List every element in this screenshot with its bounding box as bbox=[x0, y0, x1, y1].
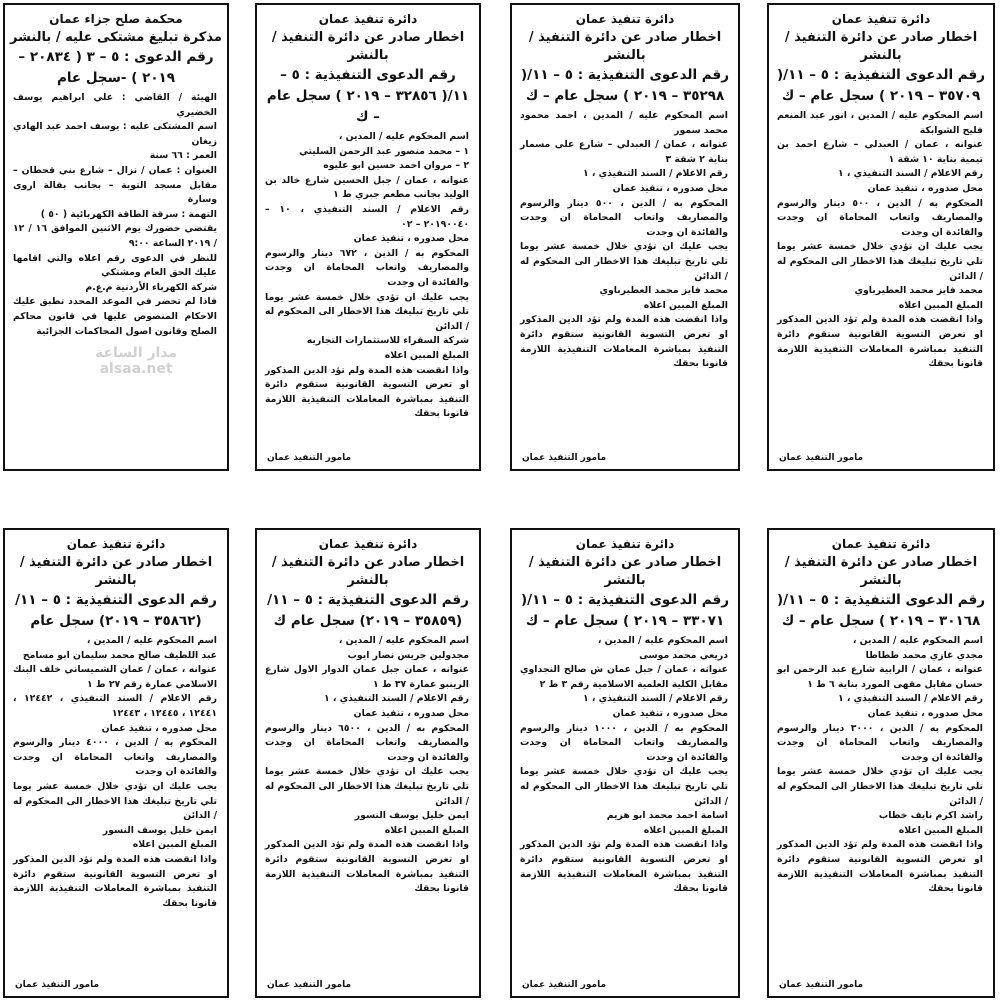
notice-line: محل صدوره ، تنفيذ عمان bbox=[867, 707, 983, 719]
notice-signature: مامور التنفيذ عمان bbox=[522, 980, 607, 990]
watermark-line2: alsaa.net bbox=[99, 361, 173, 377]
notice-body bbox=[769, 107, 993, 372]
notice-header: دائرة تنفيذ عمان bbox=[575, 12, 675, 26]
notice-signature: مامور التنفيذ عمان bbox=[779, 980, 864, 990]
notice-line: اسامة احمد محمد ابو هزيم bbox=[606, 810, 728, 822]
notice-header: دائرة تنفيذ عمان bbox=[831, 537, 931, 551]
notice-title: اخطار صادر عن دائرة التنفيذ / بالنشر bbox=[19, 555, 213, 588]
notice-line: محل صدوره ، تنفيذ عمان bbox=[867, 182, 983, 194]
notice-line: المبلغ المبين اعلاه bbox=[384, 349, 469, 361]
notice-line: يجب عليك ان تؤدي خلال خمسة عشر يوما تلي تاريخ تبليغك هذا الاخطار الى المحكوم له / الدائن bbox=[777, 766, 983, 807]
notice-line: شركة الكهرباء الأردنية م.ع.م bbox=[85, 281, 217, 293]
notice-signature: مامور التنفيذ عمان bbox=[522, 453, 607, 463]
notice-line: عنوانه ، عمان / العبدلي – شارع علي مسمار بناية ٢ شقة ٣ bbox=[520, 139, 728, 165]
notice-title: اخطار صادر عن دائرة التنفيذ / بالنشر bbox=[271, 555, 465, 588]
notice-line: اسم المحكوم عليه / المدين ، bbox=[597, 635, 728, 646]
notice-case-number: رقم الدعوى التنفيذية : ٥ – ١١/( ٣٣٠٧١ – ٢٠١٩ ) سجل عام – ك bbox=[521, 592, 729, 629]
notice-line: عبد اللطيف صالح محمد سليمان ابو مسامح bbox=[22, 649, 217, 661]
notice-header: دائرة تنفيذ عمان bbox=[575, 537, 675, 551]
notice-line: محل صدوره ، تنفيذ عمان bbox=[353, 233, 469, 245]
notice-line: محل صدوره ، تنفيذ عمان bbox=[101, 722, 217, 734]
notice-line: يجب عليك ان تؤدي خلال خمسة عشر يوما تلي تاريخ تبليغك هذا الاخطار الى المحكوم له / الدائن bbox=[265, 766, 469, 807]
notice-6 bbox=[255, 528, 481, 998]
notice-body bbox=[257, 128, 479, 422]
notice-line: اسم المحكوم عليه / المدين ، bbox=[852, 635, 983, 646]
notice-line: محل صدوره ، تنفيذ عمان bbox=[612, 707, 728, 719]
notice-line: محمد فايز محمد العطيرباوي bbox=[854, 285, 983, 297]
notice-line: العنوان : عمان / نزال – شارع بني قحطان – مقابل مسجد التوبة – بجانب بقالة اروى وسارة bbox=[13, 164, 217, 206]
notice-line: عنوانه ، عمان / الرابية شارع عبد الرحمن ابو حسان مقابل مقهى المورد بناية ٦ ط ١ bbox=[777, 664, 983, 690]
notice-5 bbox=[3, 528, 229, 998]
notice-case-number: رقم الدعوى التنفيذية : ٥ – ١١/ (٣٥٨٥٩ – ٢٠١٩) سجل عام ك bbox=[267, 592, 469, 629]
notice-body bbox=[512, 632, 738, 897]
notice-header: دائرة تنفيذ عمان bbox=[831, 12, 931, 26]
notice-line: واذا انقضت هذه المدة ولم تؤد الدين المذكور او تعرض التسوية القانونية ستقوم دائرة التنفيذ بمباشرة المعاملات التنفيذية اللازمة قانونا بحقك bbox=[777, 839, 983, 895]
notice-line: مجدي غازي محمد ططاطا bbox=[865, 649, 983, 661]
notice-line: عنوانه ، عمان / جبل عمان ش صالح النجداوي مقابل الكلية العلمية الاسلامية رقم ٣ ط ٢ bbox=[520, 664, 728, 690]
notice-8 bbox=[767, 528, 995, 998]
notice-line: المبلغ المبين اعلاه bbox=[898, 299, 983, 311]
notice-body bbox=[512, 107, 738, 372]
notice-line: مجدولين جريس نصار ايوب bbox=[347, 649, 469, 661]
notice-line: عنوانه ، عمان / العبدلي – شارع احمد بن تيمية بناية ١٠ شقة ١ bbox=[777, 139, 983, 165]
notice-title: اخطار صادر عن دائرة التنفيذ / بالنشر bbox=[784, 555, 978, 588]
notice-signature: مامور التنفيذ عمان bbox=[267, 980, 352, 990]
notice-line: المبلغ المبين اعلاه bbox=[643, 824, 728, 836]
notice-line: يجب عليك ان تؤدي خلال خمسة عشر يوما تلي تاريخ تبليغك هذا الاخطار الى المحكوم له / الدائن bbox=[13, 780, 217, 822]
notice-line: عنوانه ، عمان جبل عمان الدوار الاول شارع الرينبو عمارة ٣٧ ط ١ bbox=[265, 664, 469, 690]
notice-line: واذا انقضت هذه المدة ولم تؤد الدين المذكور او تعرض التسوية القانونية ستقوم دائرة التنفيذ بمباشرة المعاملات التنفيذية اللازمة قانونا بحقك bbox=[520, 839, 728, 895]
notice-body bbox=[5, 632, 227, 911]
notice-line: واذا انقضت هذه المدة ولم تؤد الدين المذكور او تعرض التسوية القانونية ستقوم دائرة التنفيذ بمباشرة المعاملات التنفيذية اللازمة قانونا بحقك bbox=[520, 314, 728, 370]
notice-header: دائرة تنفيذ عمان bbox=[318, 12, 418, 26]
notice-case-number: رقم الدعوى التنفيذية : ٥ – ١١/( ٣٢٨٥٦ – ٢٠١٩ ) سجل عام – ك bbox=[266, 67, 470, 125]
notice-line: رقم الاعلام / السند التنفيذي ، ١ bbox=[837, 693, 983, 705]
notice-header: محكمة صلح جزاء عمان bbox=[49, 12, 183, 26]
notice-line: يقتضي حضورك يوم الاثنين الموافق ١٦ / ١٢ / ٢٠١٩ الساعة ٩:٠٠ bbox=[13, 223, 217, 249]
notice-line: المبلغ المبين اعلاه bbox=[643, 299, 728, 311]
notice-line: يجب عليك ان تؤدي خلال خمسة عشر يوما تلي تاريخ تبليغك هذا الاخطار الى المحكوم له / الدائن bbox=[265, 291, 469, 332]
notice-line: يجب عليك ان تؤدي خلال خمسة عشر يوما تلي تاريخ تبليغك هذا الاخطار الى المحكوم له / الدائن bbox=[520, 241, 728, 282]
notice-title: مذكرة تبليغ مشتكى عليه / بالنشر bbox=[10, 30, 222, 45]
notice-line: عنوانه ، عمان / عمان الشميساني خلف البنك الاسلامي عمارة رقم ٢٧ ط ١ bbox=[13, 664, 217, 690]
notice-case-number: رقم الدعوى التنفيذية : ٥ – ١١/( ٣٠١٦٨ – ٢٠١٩ ) سجل عام – ك bbox=[777, 592, 985, 629]
notice-line: المحكوم به / الدين ، ٣٠٠٠ دينار والرسوم والمصاريف واتعاب المحاماة ان وجدت والفائدة ان وجدت bbox=[777, 722, 983, 763]
notice-case-number: رقم الدعوى : ٥ – ٣ ( ٢٠٨٣٤ – ٢٠١٩ ) -سجل عام bbox=[18, 49, 214, 86]
notice-line: محل صدوره ، تنفيذ عمان bbox=[353, 707, 469, 719]
notice-line: اسم المحكوم عليه / المدين ، bbox=[338, 131, 469, 142]
notice-line: راشد اكرم نايف خطاب bbox=[878, 810, 983, 822]
notice-signature: مامور التنفيذ عمان bbox=[267, 453, 352, 463]
notice-title: اخطار صادر عن دائرة التنفيذ / بالنشر bbox=[528, 555, 722, 588]
notice-signature: مامور التنفيذ عمان bbox=[15, 980, 100, 990]
notice-line: ١ – محمد منصور عبد الرحمن السليتي bbox=[299, 145, 469, 157]
notice-line: اسم المحكوم عليه / المدين ، bbox=[86, 635, 217, 646]
notice-line: المحكوم به / الدين ، ٦٧٢ دينار والرسوم والمصاريف واتعاب المحاماة ان وجدت والفائدة ان وجدت bbox=[265, 247, 469, 288]
notice-line: العمر : ٦٦ سنة bbox=[149, 150, 217, 162]
notice-2 bbox=[255, 3, 481, 471]
notice-line: المحكوم به / الدين ، ٥٠٠ دينار والرسوم والمصاريف واتعاب المحاماة ان وجدت والفائدة ان وجدت bbox=[520, 197, 728, 238]
notice-line: المحكوم به / الدين ، ٥٠٠ دينار والرسوم والمصاريف واتعاب المحاماة ان وجدت والفائدة ان وجدت bbox=[777, 197, 983, 238]
notice-line: واذا انقضت هذه المدة ولم تؤد الدين المذكور او تعرض التسوية القانونية ستقوم دائرة التنفيذ بمباشرة المعاملات التنفيذية اللازمة قانونا بحقك bbox=[13, 853, 217, 909]
notice-line: شركة السفراء للاستثمارات التجاريه bbox=[306, 335, 469, 347]
notice-line: الهيئة / القاضي : علي ابراهيم يوسف الخضيري bbox=[13, 92, 217, 118]
notice-line: رقم الاعلام / السند التنفيذي ، ١ bbox=[582, 693, 728, 705]
notice-line: رقم الاعلام / السند التنفيذي ، ١ bbox=[837, 168, 983, 180]
notice-line: رقم الاعلام / السند التنفيذي ، ١٠ – ٢٠١٩٠٠٤٠ – ٠٢ bbox=[265, 203, 469, 230]
notice-4 bbox=[767, 3, 995, 471]
notice-line: للنظر في الدعوى رقم اعلاه والتي اقامها عليك الحق العام ومشتكي bbox=[13, 252, 217, 279]
notice-body bbox=[257, 632, 479, 897]
notice-line: التهمة : سرقة الطاقة الكهربائية ( ٥٠ ) bbox=[40, 208, 217, 220]
notice-title: اخطار صادر عن دائرة التنفيذ / بالنشر bbox=[271, 30, 465, 63]
notice-line: المبلغ المبين اعلاه bbox=[132, 839, 217, 851]
notice-line: المحكوم به / الدين ، ١٠٠٠ دينار والرسوم والمصاريف واتعاب المحاماة ان وجدت والفائدة ان وجدت bbox=[520, 722, 728, 763]
notice-line: فاذا لم تحضر في الموعد المحدد تطبق عليك الاحكام المنصوص عليها في قانون محاكم الصلح وقانون اصول المحاكمات الجزائية bbox=[13, 296, 217, 337]
notice-line: واذا انقضت هذه المدة ولم تؤد الدين المذكور او تعرض التسوية القانونية ستقوم دائرة التنفيذ بمباشرة المعاملات التنفيذية اللازمة قانونا بحقك bbox=[777, 314, 983, 370]
notice-case-number: رقم الدعوى التنفيذية : ٥ – ١١/( ٣٥٢٩٨ – ٢٠١٩ ) سجل عام – ك bbox=[521, 67, 729, 104]
notice-case-number: رقم الدعوى التنفيذية : ٥ – ١١/( ٣٥٧٠٩ – ٢٠١٩ ) سجل عام – ك bbox=[777, 67, 985, 104]
notice-line: يجب عليك ان تؤدي خلال خمسة عشر يوما تلي تاريخ تبليغك هذا الاخطار الى المحكوم له / الدائن bbox=[777, 241, 983, 282]
notice-title: اخطار صادر عن دائرة التنفيذ / بالنشر bbox=[784, 30, 978, 63]
notice-line: المبلغ المبين اعلاه bbox=[898, 824, 983, 836]
notice-7 bbox=[510, 528, 740, 998]
notice-header: دائرة تنفيذ عمان bbox=[318, 537, 418, 551]
notice-line: اسم المشتكى عليه : يوسف احمد عبد الهادي زيغان bbox=[13, 121, 217, 147]
notice-header: دائرة تنفيذ عمان bbox=[66, 537, 166, 551]
notice-line: ايمن خليل يوسف النسور bbox=[102, 824, 217, 836]
notice-case-number: رقم الدعوى التنفيذية : ٥ – ١١/ (٣٥٨٦٢ – ٢٠١٩) سجل عام bbox=[15, 592, 217, 629]
notice-line: المبلغ المبين اعلاه bbox=[384, 824, 469, 836]
notice-line: دريعي محمد موسى bbox=[639, 649, 728, 661]
notice-line: محمد فايز محمد العطيرباوي bbox=[599, 285, 728, 297]
notice-line: واذا انقضت هذه المدة ولم تؤد الدين المذكور او تعرض التسوية القانونية ستقوم دائرة التنفيذ بمباشرة المعاملات التنفيذية اللازمة قانونا بحقك bbox=[265, 839, 469, 895]
notice-line: عنوانه ، عمان / جبل الحسين شارع خالد بن الوليد بجانب مطعم جبري ط ١ bbox=[265, 174, 469, 201]
notice-body bbox=[769, 632, 993, 897]
notice-1 bbox=[3, 3, 229, 471]
notice-line: رقم الاعلام / السند التنفيذي ، ١ bbox=[582, 168, 728, 180]
notice-line: رقم الاعلام / السند التنفيذي ، ١٢٤٤٢ ، ١٢٤٤١ ، ١٢٤٤٥ ، ١٢٤٤٣ bbox=[13, 693, 217, 719]
notice-line: يجب عليك ان تؤدي خلال خمسة عشر يوما تلي تاريخ تبليغك هذا الاخطار الى المحكوم له / الدائن bbox=[520, 766, 728, 807]
notice-line: اسم المحكوم عليه / المدين ، انور عبد المنعم فليح الشوابكة bbox=[777, 110, 983, 136]
notice-title: اخطار صادر عن دائرة التنفيذ / بالنشر bbox=[528, 30, 722, 63]
notice-line: واذا انقضت هذه المدة ولم تؤد الدين المذكور او تعرض التسوية القانونية ستقوم دائرة التنفيذ بمباشرة المعاملات التنفيذية اللازمة قانونا بحقك bbox=[265, 364, 469, 420]
notice-line: ايمن خليل يوسف النسور bbox=[354, 810, 469, 822]
notice-line: المحكوم به / الدين ، ٤٠٠٠ دينار والرسوم والمصاريف واتعاب المحاماة ان وجدت والفائدة ان وجدت bbox=[13, 737, 217, 778]
notice-line: المحكوم به / الدين ، ٦٥٠٠ دينار والرسوم والمصاريف واتعاب المحاماة ان وجدت والفائدة ان وجدت bbox=[265, 722, 469, 763]
notice-line: محل صدوره ، تنفيذ عمان bbox=[612, 182, 728, 194]
notice-line: اسم المحكوم عليه / المدين ، bbox=[338, 635, 469, 646]
watermark-line1: مدار الساعة bbox=[95, 345, 178, 361]
notice-signature: مامور التنفيذ عمان bbox=[779, 453, 864, 463]
notice-3 bbox=[510, 3, 740, 471]
notice-line: اسم المحكوم عليه / المدين ، احمد محمود محمد سمور bbox=[520, 110, 728, 136]
notice-line: ٢ – مروان احمد حسين ابو عليوه bbox=[323, 160, 469, 172]
notice-line: رقم الاعلام / السند التنفيذي ، ١ bbox=[323, 693, 469, 705]
notice-body bbox=[5, 89, 227, 339]
